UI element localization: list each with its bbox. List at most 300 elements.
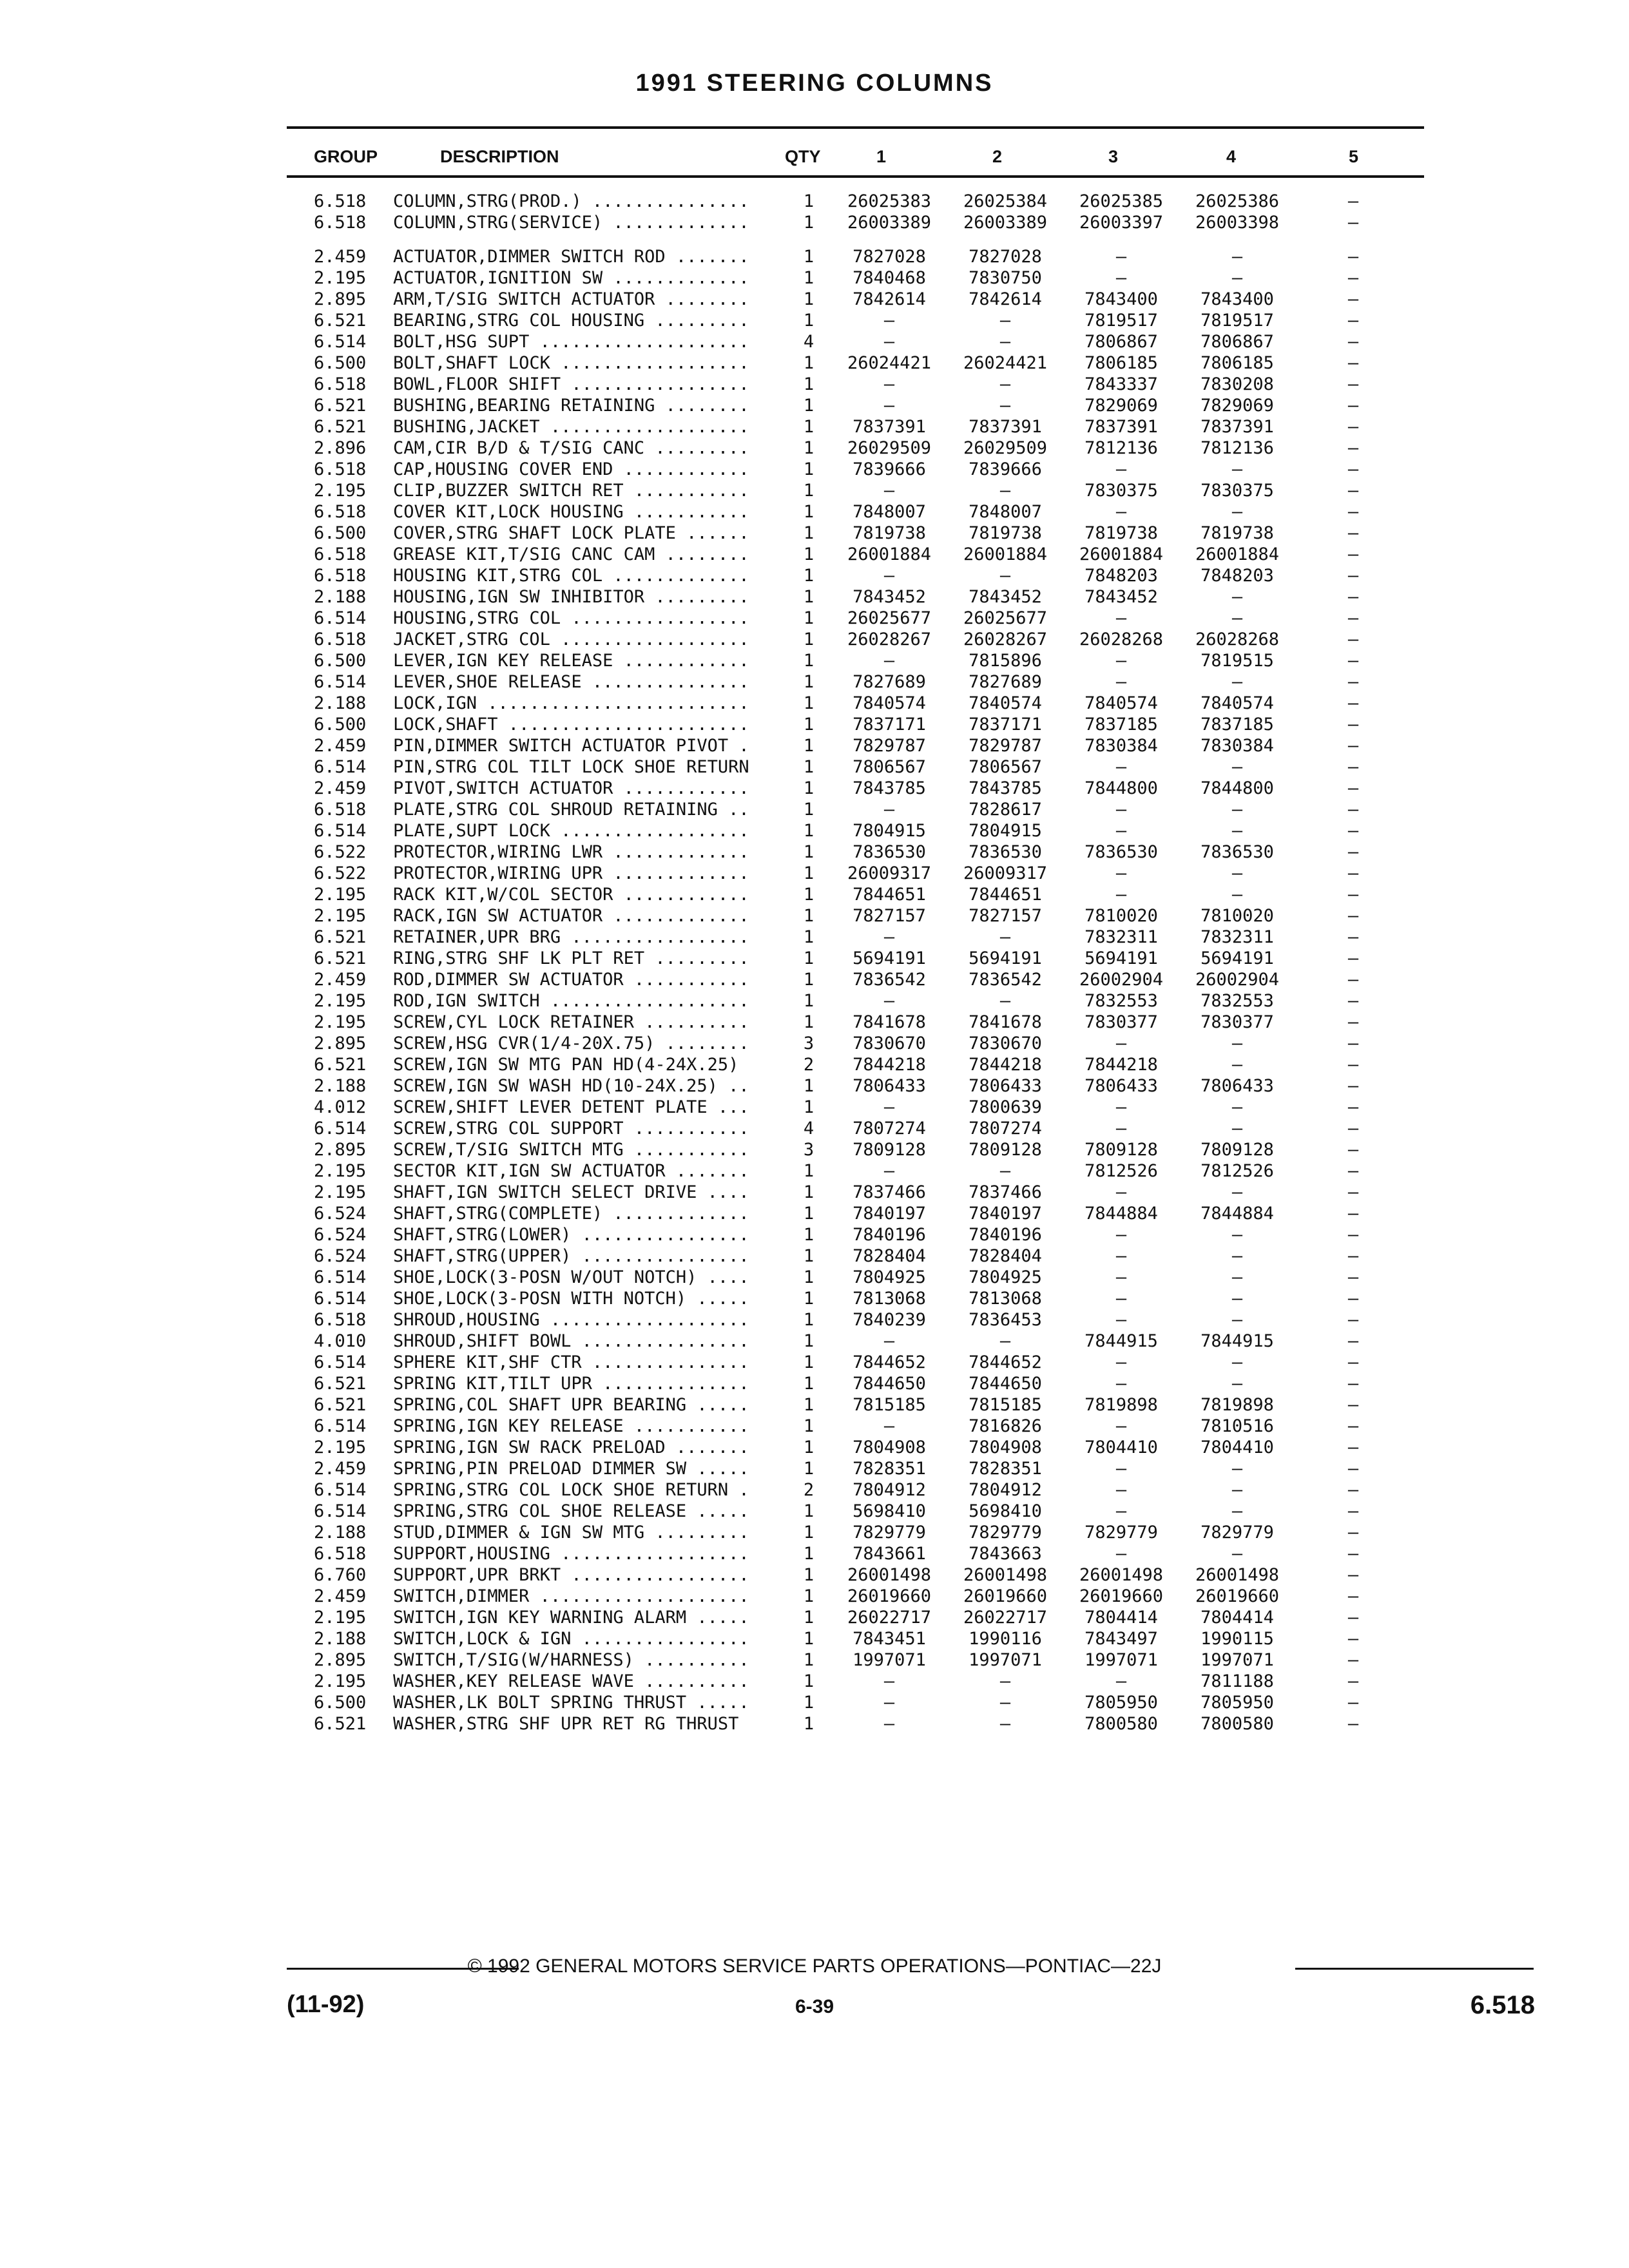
table-row [0, 714, 1629, 735]
cell-description: SHOE,LOCK(3-POSN W/OUT NOTCH) .... [393, 1267, 749, 1287]
cell-col-5: — [1347, 906, 1359, 926]
header-col-5: 5 [1349, 147, 1359, 166]
cell-col-1: — [883, 927, 895, 947]
cell-col-2: 7806567 [969, 757, 1042, 777]
cell-col-1: — [883, 396, 895, 416]
cell-col-5: — [1347, 970, 1359, 990]
cell-col-2: — [999, 1331, 1011, 1351]
cell-col-4: — [1231, 1033, 1243, 1053]
cell-description: PROTECTOR,WIRING UPR ............. [393, 863, 749, 883]
cell-col-2: 7844651 [969, 885, 1042, 905]
cell-col-1: 7842614 [853, 289, 926, 309]
cell-col-5: — [1347, 1608, 1359, 1628]
cell-col-5: — [1347, 1182, 1359, 1202]
cell-col-3: — [1115, 1416, 1127, 1436]
cell-col-4: 7819517 [1200, 311, 1274, 331]
table-row [0, 1671, 1629, 1692]
cell-col-3: 7843337 [1084, 374, 1158, 394]
cell-qty: 1 [803, 1331, 815, 1351]
table-row [0, 374, 1629, 395]
cell-group: 6.518 [314, 374, 367, 394]
cell-col-1: 26025677 [847, 608, 932, 628]
cell-group: 6.500 [314, 353, 367, 373]
table-row [0, 863, 1629, 884]
table-row [0, 778, 1629, 799]
cell-col-1: 7839666 [853, 459, 926, 479]
cell-group: 6.514 [314, 821, 367, 841]
cell-description: RING,STRG SHF LK PLT RET ......... [393, 948, 749, 968]
cell-group: 6.518 [314, 544, 367, 564]
cell-qty: 1 [803, 268, 815, 288]
cell-col-3: 7806185 [1084, 353, 1158, 373]
table-row [0, 1139, 1629, 1160]
cell-col-1: 26001498 [847, 1565, 932, 1585]
cell-col-4: 7830375 [1200, 481, 1274, 501]
cell-col-4: 7819898 [1200, 1395, 1274, 1415]
cell-description: RACK KIT,W/COL SECTOR ............ [393, 885, 749, 905]
cell-qty: 1 [803, 1204, 815, 1224]
cell-col-1: — [883, 566, 895, 586]
cell-col-4: — [1231, 863, 1243, 883]
table-row [0, 927, 1629, 948]
cell-col-3: 7830375 [1084, 481, 1158, 501]
cell-group: 2.459 [314, 247, 367, 267]
table-row [0, 1331, 1629, 1352]
header-top-rule [287, 126, 1424, 129]
cell-col-1: 7837466 [853, 1182, 926, 1202]
cell-col-4: 7819515 [1200, 651, 1274, 671]
table-row [0, 267, 1629, 289]
cell-col-4: 7829069 [1200, 396, 1274, 416]
cell-group: 6.521 [314, 1055, 367, 1075]
cell-col-3: 7832553 [1084, 991, 1158, 1011]
cell-description: PLATE,STRG COL SHROUD RETAINING .. [393, 800, 749, 820]
cell-qty: 1 [803, 1437, 815, 1457]
cell-qty: 1 [803, 1693, 815, 1713]
cell-col-5: — [1347, 523, 1359, 543]
table-row [0, 1373, 1629, 1394]
cell-group: 2.459 [314, 736, 367, 756]
cell-qty: 4 [803, 332, 815, 352]
cell-col-4: 7837391 [1200, 417, 1274, 437]
cell-col-4: 26001884 [1195, 544, 1280, 564]
cell-col-3: — [1115, 1246, 1127, 1266]
cell-col-1: 7843451 [853, 1629, 926, 1649]
cell-col-1: 1997071 [853, 1650, 926, 1670]
cell-col-1: 7844652 [853, 1352, 926, 1372]
table-row [0, 459, 1629, 480]
publisher-text: © 1992 GENERAL MOTORS SERVICE PARTS OPERATIONS—PONTIAC—22J [467, 1956, 1162, 1977]
table-row [0, 1012, 1629, 1033]
cell-description: GREASE KIT,T/SIG CANC CAM ........ [393, 544, 749, 564]
cell-col-2: — [999, 566, 1011, 586]
cell-col-2: 7827157 [969, 906, 1042, 926]
cell-group: 6.522 [314, 842, 367, 862]
cell-col-3: — [1115, 1033, 1127, 1053]
cell-description: RACK,IGN SW ACTUATOR ............. [393, 906, 749, 926]
cell-col-1: 26029509 [847, 438, 932, 458]
cell-qty: 1 [803, 1182, 815, 1202]
table-row [0, 990, 1629, 1012]
cell-col-4: 26028268 [1195, 629, 1280, 649]
cell-col-2: 7815185 [969, 1395, 1042, 1415]
cell-col-3: — [1115, 1544, 1127, 1564]
cell-col-3: 26028268 [1079, 629, 1164, 649]
cell-col-2: 26024421 [963, 353, 1048, 373]
cell-group: 6.521 [314, 927, 367, 947]
cell-col-3: — [1115, 1480, 1127, 1500]
cell-col-2: 7844218 [969, 1055, 1042, 1075]
cell-description: SPRING,PIN PRELOAD DIMMER SW ..... [393, 1459, 749, 1479]
cell-group: 6.521 [314, 396, 367, 416]
cell-description: SPRING,STRG COL SHOE RELEASE ..... [393, 1501, 749, 1521]
cell-col-1: — [883, 481, 895, 501]
table-row [0, 820, 1629, 841]
cell-col-1: 7840468 [853, 268, 926, 288]
cell-qty: 1 [803, 715, 815, 735]
cell-qty: 1 [803, 970, 815, 990]
cell-group: 6.514 [314, 672, 367, 692]
table-row [0, 1458, 1629, 1479]
table-row [0, 735, 1629, 756]
cell-col-1: 7844650 [853, 1374, 926, 1394]
footer-rule-right [1295, 1968, 1534, 1970]
header-qty: QTY [785, 147, 821, 166]
cell-col-5: — [1347, 1437, 1359, 1457]
cell-col-1: — [883, 1097, 895, 1117]
table-row [0, 437, 1629, 459]
cell-qty: 1 [803, 311, 815, 331]
table-row [0, 841, 1629, 863]
cell-qty: 1 [803, 1523, 815, 1542]
cell-col-5: — [1347, 715, 1359, 735]
cell-group: 6.518 [314, 566, 367, 586]
cell-col-1: — [883, 1331, 895, 1351]
cell-qty: 1 [803, 927, 815, 947]
cell-col-4: 7843400 [1200, 289, 1274, 309]
cell-description: WASHER,STRG SHF UPR RET RG THRUST [393, 1714, 739, 1734]
cell-col-4: 7809128 [1200, 1140, 1274, 1160]
cell-col-1: 7828404 [853, 1246, 926, 1266]
cell-col-2: 7827689 [969, 672, 1042, 692]
cell-col-5: — [1347, 1374, 1359, 1394]
cell-description: SHAFT,STRG(COMPLETE) ............. [393, 1204, 749, 1224]
cell-col-3: — [1115, 757, 1127, 777]
cell-col-5: — [1347, 651, 1359, 671]
cell-col-1: 7829787 [853, 736, 926, 756]
cell-qty: 1 [803, 863, 815, 883]
cell-col-3: 7800580 [1084, 1714, 1158, 1734]
cell-col-1: — [883, 1671, 895, 1691]
cell-col-1: — [883, 374, 895, 394]
cell-col-5: — [1347, 608, 1359, 628]
table-row [0, 1564, 1629, 1586]
cell-col-2: 7837466 [969, 1182, 1042, 1202]
cell-col-1: 26009317 [847, 863, 932, 883]
cell-col-3: 7848203 [1084, 566, 1158, 586]
cell-col-4: 7832311 [1200, 927, 1274, 947]
cell-col-4: — [1231, 1544, 1243, 1564]
cell-col-5: — [1347, 481, 1359, 501]
cell-col-3: — [1115, 651, 1127, 671]
cell-col-4: 7806433 [1200, 1076, 1274, 1096]
cell-group: 2.188 [314, 1076, 367, 1096]
cell-col-4: 5694191 [1200, 948, 1274, 968]
cell-description: PLATE,SUPT LOCK .................. [393, 821, 749, 841]
table-row [0, 1224, 1629, 1245]
cell-group: 6.518 [314, 800, 367, 820]
cell-description: LOCK,SHAFT ....................... [393, 715, 749, 735]
cell-col-5: — [1347, 1650, 1359, 1670]
cell-description: LEVER,SHOE RELEASE ............... [393, 672, 749, 692]
cell-col-4: — [1231, 502, 1243, 522]
cell-col-1: 26022717 [847, 1608, 932, 1628]
cell-description: BOLT,SHAFT LOCK .................. [393, 353, 749, 373]
cell-col-5: — [1347, 268, 1359, 288]
cell-group: 2.195 [314, 268, 367, 288]
cell-col-4: 26019660 [1195, 1586, 1280, 1606]
table-row [0, 1118, 1629, 1139]
cell-col-1: 26003389 [847, 213, 932, 233]
cell-description: BOLT,HSG SUPT .................... [393, 332, 749, 352]
cell-col-3: 7837391 [1084, 417, 1158, 437]
table-row [0, 1713, 1629, 1735]
cell-col-3: 7844915 [1084, 1331, 1158, 1351]
cell-col-2: 5698410 [969, 1501, 1042, 1521]
cell-col-2: — [999, 1714, 1011, 1734]
cell-col-2: — [999, 1693, 1011, 1713]
cell-col-5: — [1347, 1714, 1359, 1734]
cell-col-4: 1997071 [1200, 1650, 1274, 1670]
table-row [0, 1075, 1629, 1097]
cell-qty: 1 [803, 821, 815, 841]
cell-col-5: — [1347, 736, 1359, 756]
cell-qty: 1 [803, 757, 815, 777]
cell-description: BOWL,FLOOR SHIFT ................. [393, 374, 749, 394]
cell-description: PROTECTOR,WIRING LWR ............. [393, 842, 749, 862]
cell-col-2: 5694191 [969, 948, 1042, 968]
cell-col-2: 26009317 [963, 863, 1048, 883]
cell-col-1: 7843785 [853, 778, 926, 798]
cell-col-4: — [1231, 821, 1243, 841]
cell-description: SWITCH,DIMMER .................... [393, 1586, 749, 1606]
cell-col-2: — [999, 991, 1011, 1011]
cell-col-5: — [1347, 885, 1359, 905]
cell-col-2: 7828617 [969, 800, 1042, 820]
table-row [0, 480, 1629, 501]
cell-qty: 1 [803, 1459, 815, 1479]
cell-group: 6.524 [314, 1246, 367, 1266]
cell-col-5: — [1347, 374, 1359, 394]
cell-col-5: — [1347, 1416, 1359, 1436]
cell-col-3: 7805950 [1084, 1693, 1158, 1713]
cell-col-3: — [1115, 1119, 1127, 1139]
cell-description: WASHER,KEY RELEASE WAVE .......... [393, 1671, 749, 1691]
cell-description: LOCK,IGN ......................... [393, 693, 749, 713]
cell-qty: 1 [803, 289, 815, 309]
cell-col-3: — [1115, 1225, 1127, 1245]
cell-col-3: 7819898 [1084, 1395, 1158, 1415]
cell-col-1: 26028267 [847, 629, 932, 649]
cell-group: 4.010 [314, 1331, 367, 1351]
cell-qty: 2 [803, 1055, 815, 1075]
cell-group: 2.188 [314, 587, 367, 607]
cell-col-4: 7844915 [1200, 1331, 1274, 1351]
cell-col-1: 7848007 [853, 502, 926, 522]
table-row [0, 416, 1629, 437]
cell-col-3: 7830377 [1084, 1012, 1158, 1032]
cell-col-4: 7829779 [1200, 1523, 1274, 1542]
cell-description: SPRING KIT,TILT UPR .............. [393, 1374, 749, 1394]
cell-col-4: 7832553 [1200, 991, 1274, 1011]
cell-col-4: 7848203 [1200, 566, 1274, 586]
cell-col-1: 7827689 [853, 672, 926, 692]
cell-col-2: 7841678 [969, 1012, 1042, 1032]
cell-col-5: — [1347, 863, 1359, 883]
cell-col-5: — [1347, 800, 1359, 820]
cell-col-5: — [1347, 289, 1359, 309]
cell-col-3: 7812136 [1084, 438, 1158, 458]
cell-col-4: — [1231, 587, 1243, 607]
cell-col-5: — [1347, 948, 1359, 968]
table-row [0, 246, 1629, 267]
cell-col-2: 26001884 [963, 544, 1048, 564]
cell-col-2: 7807274 [969, 1119, 1042, 1139]
cell-col-3: — [1115, 1671, 1127, 1691]
cell-description: SPRING,STRG COL LOCK SHOE RETURN . [393, 1480, 749, 1500]
cell-qty: 1 [803, 1352, 815, 1372]
cell-col-4: 7811188 [1200, 1671, 1274, 1691]
cell-col-1: — [883, 1161, 895, 1181]
table-row [0, 501, 1629, 523]
cell-col-1: 7804925 [853, 1267, 926, 1287]
cell-group: 6.760 [314, 1565, 367, 1585]
header-bottom-rule [287, 175, 1424, 178]
cell-group: 6.521 [314, 417, 367, 437]
cell-col-1: 7843661 [853, 1544, 926, 1564]
cell-col-1: 7840197 [853, 1204, 926, 1224]
cell-group: 2.896 [314, 438, 367, 458]
cell-qty: 3 [803, 1140, 815, 1160]
cell-col-1: 7813068 [853, 1289, 926, 1309]
cell-description: ACTUATOR,IGNITION SW ............. [393, 268, 749, 288]
cell-group: 2.459 [314, 778, 367, 798]
cell-group: 2.188 [314, 1523, 367, 1542]
cell-qty: 1 [803, 991, 815, 1011]
table-row [0, 1394, 1629, 1416]
cell-description: SUPPORT,UPR BRKT ................. [393, 1565, 749, 1585]
cell-col-2: 7836542 [969, 970, 1042, 990]
cell-group: 6.514 [314, 1289, 367, 1309]
cell-qty: 1 [803, 438, 815, 458]
cell-group: 6.514 [314, 608, 367, 628]
cell-qty: 1 [803, 247, 815, 267]
cell-col-5: — [1347, 1246, 1359, 1266]
cell-col-4: 7840574 [1200, 693, 1274, 713]
cell-qty: 1 [803, 651, 815, 671]
cell-col-5: — [1347, 459, 1359, 479]
cell-col-1: 7837391 [853, 417, 926, 437]
cell-col-3: 7829779 [1084, 1523, 1158, 1542]
cell-col-5: — [1347, 693, 1359, 713]
table-row [0, 395, 1629, 416]
cell-group: 6.521 [314, 1714, 367, 1734]
cell-col-1: 7840239 [853, 1310, 926, 1330]
table-row [0, 1097, 1629, 1118]
cell-col-5: — [1347, 1140, 1359, 1160]
cell-col-5: — [1347, 778, 1359, 798]
cell-col-3: 7806867 [1084, 332, 1158, 352]
cell-col-3: — [1115, 885, 1127, 905]
cell-group: 6.518 [314, 629, 367, 649]
table-header [0, 147, 1629, 173]
cell-col-3: 7836530 [1084, 842, 1158, 862]
table-row [0, 1288, 1629, 1309]
cell-group: 2.188 [314, 693, 367, 713]
cell-col-5: — [1347, 1671, 1359, 1691]
cell-col-2: 7840197 [969, 1204, 1042, 1224]
cell-qty: 1 [803, 1395, 815, 1415]
cell-col-3: — [1115, 247, 1127, 267]
cell-description: SUPPORT,HOUSING .................. [393, 1544, 749, 1564]
cell-description: ARM,T/SIG SWITCH ACTUATOR ........ [393, 289, 749, 309]
cell-col-2: 7842614 [969, 289, 1042, 309]
cell-col-5: — [1347, 213, 1359, 233]
cell-col-1: 7843452 [853, 587, 926, 607]
cell-group: 6.518 [314, 1544, 367, 1564]
cell-description: SWITCH,IGN KEY WARNING ALARM ..... [393, 1608, 749, 1628]
cell-col-2: — [999, 481, 1011, 501]
cell-col-4: — [1231, 1459, 1243, 1479]
cell-col-4: 26025386 [1195, 191, 1280, 211]
cell-qty: 1 [803, 885, 815, 905]
cell-col-1: 26001884 [847, 544, 932, 564]
cell-col-5: — [1347, 1352, 1359, 1372]
cell-qty: 1 [803, 1097, 815, 1117]
cell-qty: 1 [803, 396, 815, 416]
cell-group: 6.521 [314, 1374, 367, 1394]
cell-col-1: 26024421 [847, 353, 932, 373]
table-row [0, 1203, 1629, 1224]
cell-qty: 1 [803, 629, 815, 649]
cell-col-1: 7836530 [853, 842, 926, 862]
cell-col-5: — [1347, 311, 1359, 331]
cell-description: RETAINER,UPR BRG ................. [393, 927, 749, 947]
cell-col-2: 7844650 [969, 1374, 1042, 1394]
cell-col-4: 7804414 [1200, 1608, 1274, 1628]
cell-col-2: 26003389 [963, 213, 1048, 233]
cell-group: 6.521 [314, 948, 367, 968]
cell-col-4: — [1231, 459, 1243, 479]
cell-col-3: 7804414 [1084, 1608, 1158, 1628]
cell-description: PIVOT,SWITCH ACTUATOR ............ [393, 778, 749, 798]
table-row [0, 544, 1629, 565]
cell-col-1: 7809128 [853, 1140, 926, 1160]
cell-description: PIN,STRG COL TILT LOCK SHOE RETURN [393, 757, 749, 777]
cell-col-5: — [1347, 1395, 1359, 1415]
cell-description: SCREW,IGN SW WASH HD(10-24X.25) .. [393, 1076, 749, 1096]
cell-group: 6.514 [314, 332, 367, 352]
cell-group: 2.459 [314, 970, 367, 990]
cell-col-5: — [1347, 1267, 1359, 1287]
cell-group: 6.521 [314, 311, 367, 331]
cell-col-3: — [1115, 863, 1127, 883]
cell-col-3: 7843400 [1084, 289, 1158, 309]
cell-col-2: 1997071 [969, 1650, 1042, 1670]
cell-col-2: 26025677 [963, 608, 1048, 628]
cell-col-4: 1990115 [1200, 1629, 1274, 1649]
table-row [0, 1628, 1629, 1649]
